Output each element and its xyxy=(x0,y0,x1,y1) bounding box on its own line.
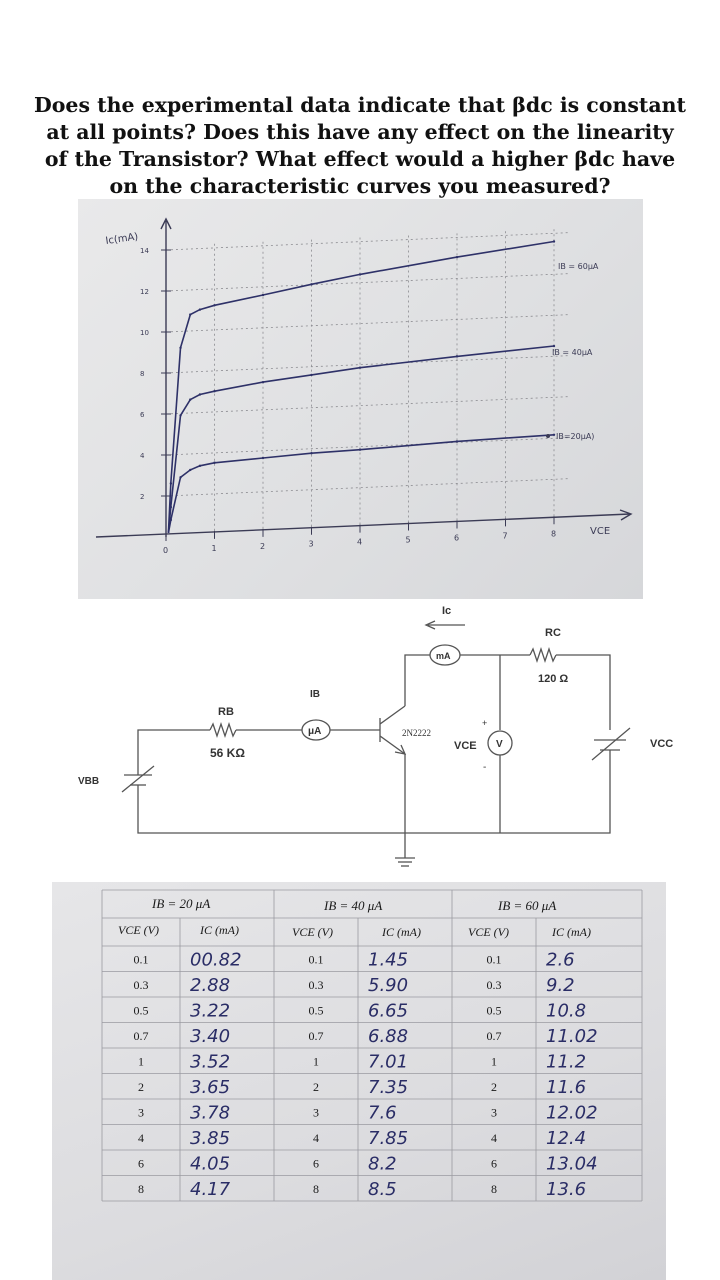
ma-label: mA xyxy=(436,651,451,661)
y-tick-label: 4 xyxy=(140,452,145,460)
ic-value-cell: 1.45 xyxy=(368,949,409,971)
data-table-photo xyxy=(52,882,666,1280)
vce-value-cell: 0.7 xyxy=(486,1028,502,1043)
grid-horizontal xyxy=(166,356,569,373)
ib-label: IB xyxy=(310,689,320,700)
ic-value-cell: 13.04 xyxy=(546,1153,598,1175)
curve-point xyxy=(179,347,181,349)
x-tick-label: 2 xyxy=(260,541,266,551)
col-ic-2: IC (mA) xyxy=(382,925,421,939)
ic-value-cell: 7.01 xyxy=(368,1051,409,1073)
question-line-3: of the Transistor? What effect would a higher βdc have xyxy=(44,147,676,171)
x-tick-label: 8 xyxy=(551,529,557,539)
x-tick-label: 4 xyxy=(357,537,363,547)
curve-point xyxy=(170,519,172,521)
vce-value-cell: 0.3 xyxy=(308,977,324,992)
curve-point xyxy=(262,294,264,296)
col-vce-3: VCE (V) xyxy=(468,925,509,939)
rb-label: RB xyxy=(218,706,234,718)
ic-value-cell: 11.6 xyxy=(546,1076,587,1098)
curve-ib60a xyxy=(168,242,554,533)
y-tick-label: 10 xyxy=(140,329,149,337)
x-tick-label: 3 xyxy=(308,539,314,549)
characteristic-curves-photo xyxy=(78,199,643,599)
circuit-diagram xyxy=(60,600,680,880)
vce-value-cell: 8 xyxy=(313,1181,319,1196)
vce-value-cell: 0.5 xyxy=(308,1003,324,1018)
vce-value-cell: 4 xyxy=(491,1130,497,1145)
y-tick-label: 8 xyxy=(140,370,145,378)
vce-value-cell: 0.5 xyxy=(133,1003,149,1018)
rc-resistor xyxy=(530,649,556,661)
wire-rc-vcc xyxy=(556,655,610,730)
ic-value-cell: 7.85 xyxy=(368,1127,409,1149)
vce-value-cell: 8 xyxy=(491,1181,497,1196)
vcc-variable-arrow xyxy=(592,728,630,760)
vce-value-cell: 3 xyxy=(138,1105,144,1120)
ic-value-cell: 12.4 xyxy=(546,1127,587,1149)
y-tick-label: 6 xyxy=(140,411,145,419)
vce-value-cell: 2 xyxy=(313,1079,319,1094)
ic-value-cell: 9.2 xyxy=(546,974,575,996)
ic-value-cell: 3.65 xyxy=(190,1076,231,1098)
ic-value-cell: 12.02 xyxy=(546,1102,598,1124)
group-header-40: IB = 40 μA xyxy=(324,898,383,913)
curve-label-20-dot xyxy=(546,434,550,438)
curve-point xyxy=(189,398,191,400)
ic-value-cell: 7.35 xyxy=(368,1076,409,1098)
curve-point xyxy=(310,452,312,454)
curve-point xyxy=(213,462,215,464)
curve-point xyxy=(310,283,312,285)
ic-value-cell: 00.82 xyxy=(190,949,242,971)
curve-point xyxy=(189,469,191,471)
vce-value-cell: 6 xyxy=(491,1156,497,1171)
curve-point xyxy=(189,313,191,315)
curve-point xyxy=(179,476,181,478)
rc-label: RC xyxy=(545,627,561,639)
vce-value-cell: 6 xyxy=(313,1156,319,1171)
curve-label-40: IB = 40μA xyxy=(552,348,593,357)
curve-point xyxy=(553,434,555,436)
curve-point xyxy=(199,465,201,467)
wire-vbb-top xyxy=(138,730,210,775)
vce-value-cell: 2 xyxy=(491,1079,497,1094)
vce-value-cell: 8 xyxy=(138,1181,144,1196)
curve-point xyxy=(310,374,312,376)
col-vce-2: VCE (V) xyxy=(292,925,333,939)
ic-value-cell: 7.6 xyxy=(368,1102,397,1124)
ic-value-cell: 4.05 xyxy=(190,1153,231,1175)
ic-value-cell: 8.5 xyxy=(368,1178,397,1200)
vce-value-cell: 4 xyxy=(138,1130,144,1145)
ic-value-cell: 3.85 xyxy=(190,1127,231,1149)
ic-value-cell: 6.65 xyxy=(368,1000,409,1022)
y-tick-label: 12 xyxy=(140,288,149,296)
vce-minus: - xyxy=(483,762,487,773)
curve-ib20a xyxy=(168,435,554,533)
vce-value-cell: 6 xyxy=(138,1156,144,1171)
transistor-label: 2N2222 xyxy=(402,728,431,738)
ic-value-cell: 6.88 xyxy=(368,1025,409,1047)
x-tick-label: 1 xyxy=(211,543,217,553)
ic-value-cell: 5.90 xyxy=(368,974,409,996)
col-vce-1: VCE (V) xyxy=(118,923,159,937)
ic-label: Ic xyxy=(442,605,452,617)
vce-value-cell: 0.3 xyxy=(133,977,149,992)
curve-point xyxy=(199,393,201,395)
vce-value-cell: 1 xyxy=(491,1054,497,1069)
grid-horizontal xyxy=(166,438,569,455)
vce-value-cell: 4 xyxy=(313,1130,319,1145)
vce-value-cell: 0.3 xyxy=(486,977,502,992)
vce-value-cell: 3 xyxy=(313,1105,319,1120)
y-tick-label: 14 xyxy=(140,247,149,255)
vbb-label: VBB xyxy=(78,776,100,787)
x-axis xyxy=(96,514,630,537)
curve-point xyxy=(359,449,361,451)
vcc-label: VCC xyxy=(650,738,674,750)
grid-horizontal xyxy=(166,315,569,332)
vce-value-cell: 0.7 xyxy=(308,1028,324,1043)
curve-point xyxy=(553,345,555,347)
ic-value-cell: 8.2 xyxy=(368,1153,397,1175)
col-ic-1: IC (mA) xyxy=(200,923,239,937)
vce-value-cell: 1 xyxy=(138,1054,144,1069)
ic-value-cell: 13.6 xyxy=(546,1178,587,1200)
curve-point xyxy=(456,256,458,258)
x-tick-label: 6 xyxy=(454,533,460,543)
wire-collector-up xyxy=(405,655,430,706)
curve-label-60: IB = 60μA xyxy=(558,262,599,271)
ic-value-cell: 11.2 xyxy=(546,1051,587,1073)
rb-resistor xyxy=(210,724,236,736)
ua-label: μA xyxy=(308,726,322,737)
wire-bottom xyxy=(138,750,610,833)
curve-point xyxy=(553,240,555,242)
grid-horizontal xyxy=(166,274,569,291)
vce-value-cell: 1 xyxy=(313,1054,319,1069)
ylabel: Ic(mA) xyxy=(104,231,139,247)
curve-point xyxy=(179,414,181,416)
x-tick-label: 0 xyxy=(163,546,169,555)
vce-label: VCE xyxy=(454,740,477,752)
vce-value-cell: 0.7 xyxy=(133,1028,149,1043)
ic-value-cell: 3.22 xyxy=(190,1000,231,1022)
rc-value: 120 Ω xyxy=(538,673,569,685)
ic-value-cell: 3.78 xyxy=(190,1102,231,1124)
ic-value-cell: 10.8 xyxy=(546,1000,587,1022)
curve-point xyxy=(170,482,172,484)
curve-point xyxy=(359,367,361,369)
vce-value-cell: 2 xyxy=(138,1079,144,1094)
question-line-2: at all points? Does this have any effect on the linearity xyxy=(46,120,674,144)
rb-value: 56 KΩ xyxy=(210,746,245,760)
curve-label-20: IB=20μA) xyxy=(556,432,595,441)
ic-value-cell: 11.02 xyxy=(546,1025,598,1047)
y-tick-label: 2 xyxy=(140,493,145,501)
ic-value-cell: 4.17 xyxy=(190,1178,231,1200)
group-header-20: IB = 20 μA xyxy=(152,896,211,911)
circuit-svg xyxy=(60,600,680,880)
curve-point xyxy=(262,457,264,459)
curve-point xyxy=(213,390,215,392)
data-table xyxy=(52,882,666,1280)
characteristic-curves-chart xyxy=(78,199,643,599)
ic-value-cell: 3.52 xyxy=(190,1051,231,1073)
curve-point xyxy=(359,273,361,275)
col-ic-3: IC (mA) xyxy=(552,925,591,939)
vce-value-cell: 0.5 xyxy=(486,1003,502,1018)
x-tick-label: 7 xyxy=(502,531,508,541)
ic-value-cell: 2.6 xyxy=(546,949,575,971)
transistor-collector xyxy=(380,706,405,724)
curve-point xyxy=(262,381,264,383)
grid-horizontal xyxy=(166,233,569,250)
ic-value-cell: 3.40 xyxy=(190,1025,231,1047)
vce-value-cell: 3 xyxy=(491,1105,497,1120)
xlabel: VCE xyxy=(590,526,611,537)
question-line-1: Does the experimental data indicate that βdc is constant xyxy=(33,93,687,117)
group-header-60: IB = 60 μA xyxy=(498,898,557,913)
curve-point xyxy=(199,308,201,310)
grid-horizontal xyxy=(166,479,569,496)
curve-point xyxy=(456,440,458,442)
ic-value-cell: 2.88 xyxy=(190,974,231,996)
vce-value-cell: 0.1 xyxy=(486,952,502,967)
curve-point xyxy=(213,304,215,306)
v-label: V xyxy=(496,739,503,750)
question-text xyxy=(30,92,690,200)
vce-value-cell: 0.1 xyxy=(133,952,149,967)
grid-horizontal xyxy=(166,397,569,414)
curve-point xyxy=(456,355,458,357)
vce-plus: + xyxy=(482,718,488,728)
x-tick-label: 5 xyxy=(405,535,411,545)
vce-value-cell: 0.1 xyxy=(308,952,324,967)
question-line-4: on the characteristic curves you measured? xyxy=(109,174,611,198)
curve-point xyxy=(170,506,172,508)
